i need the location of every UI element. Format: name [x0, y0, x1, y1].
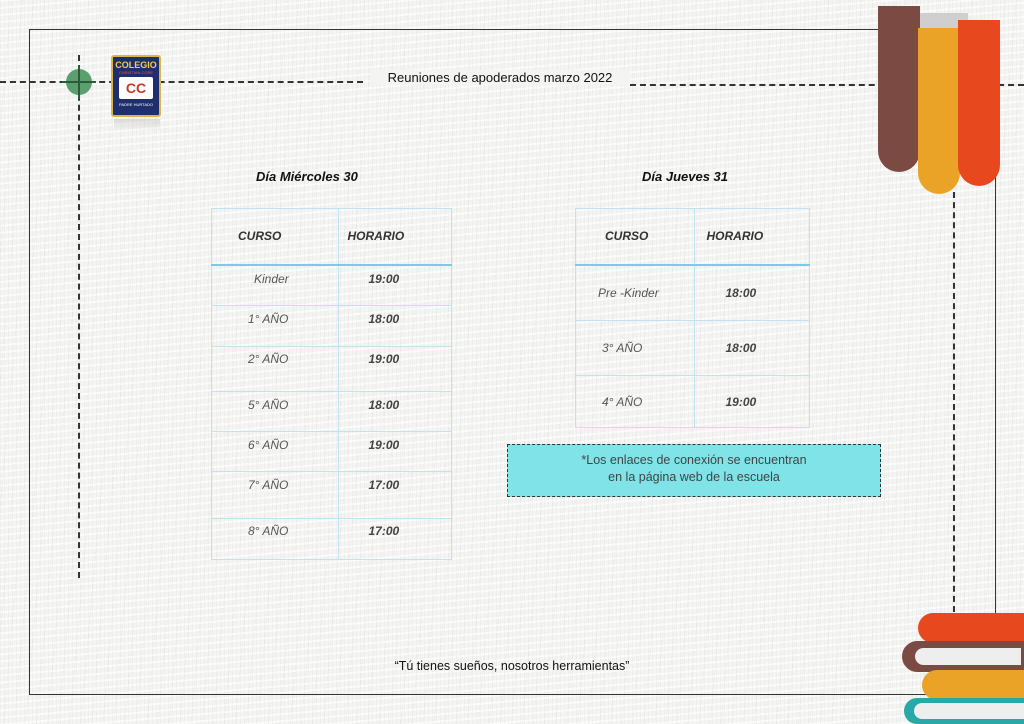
- school-logo: [111, 55, 161, 117]
- dashed-guide-left: [0, 81, 363, 83]
- cell-horario: 18:00: [695, 321, 810, 376]
- day-title-jueves: Día Jueves 31: [642, 169, 729, 184]
- cell-curso: 1° AÑO: [212, 306, 339, 347]
- page-frame: [29, 29, 996, 695]
- cell-curso: Kinder: [212, 265, 339, 306]
- table-row: [212, 519, 452, 560]
- cell-curso: 6° AÑO: [212, 432, 339, 472]
- column-header-curso: CURSO: [576, 209, 695, 265]
- cell-horario: 18:00: [695, 265, 810, 321]
- table-row: [212, 472, 452, 519]
- cell-horario: 17:00: [339, 519, 452, 560]
- cell-curso: 3° AÑO: [576, 321, 695, 376]
- book-orange-icon: [958, 20, 1000, 186]
- table-row: [212, 392, 452, 432]
- cell-horario: 18:00: [339, 306, 452, 347]
- cell-curso: 2° AÑO: [212, 347, 339, 392]
- footer-slogan: “Tú tienes sueños, nosotros herramientas”: [394, 659, 630, 673]
- cell-horario: 19:00: [339, 265, 452, 306]
- book-stack-yellow-icon: [922, 670, 1024, 700]
- cell-curso: 7° AÑO: [212, 472, 339, 519]
- book-stack-brown-icon: [902, 641, 1024, 672]
- table-row: [576, 265, 810, 321]
- table-row: [576, 376, 810, 428]
- cell-curso: 8° AÑO: [212, 519, 339, 560]
- table-header-row: [212, 209, 452, 265]
- cell-horario: 17:00: [339, 472, 452, 519]
- schedule-table-jueves: [575, 208, 810, 428]
- cell-horario: 19:00: [339, 432, 452, 472]
- cell-curso: Pre -Kinder: [576, 265, 695, 321]
- table-row: [212, 306, 452, 347]
- table-row: [212, 265, 452, 306]
- cell-horario: 19:00: [695, 376, 810, 428]
- day-title-miercoles: Día Miércoles 30: [256, 169, 358, 184]
- logo-line2: CHRISTIAN CORE: [118, 70, 154, 75]
- page-title: Reuniones de apoderados marzo 2022: [370, 70, 630, 85]
- dashed-guide-vertical-left: [78, 55, 80, 578]
- book-stack-teal-icon: [904, 698, 1024, 724]
- table-header-row: [576, 209, 810, 265]
- logo-emblem: CC: [119, 77, 153, 99]
- table-row: [212, 432, 452, 472]
- crosshair-icon: [66, 69, 92, 95]
- dashed-guide-vertical-right: [953, 192, 955, 612]
- column-header-horario: HORARIO: [695, 209, 810, 265]
- table-row: [576, 321, 810, 376]
- table-row: [212, 347, 452, 392]
- logo-line3: PADRE HURTADO: [118, 102, 153, 107]
- book-stack-orange-icon: [918, 613, 1024, 643]
- cell-horario: 19:00: [339, 347, 452, 392]
- note-line1: *Los enlaces de conexión se encuentran: [581, 453, 807, 467]
- schedule-table-miercoles: [211, 208, 452, 560]
- logo-line1: COLEGIO: [115, 60, 157, 70]
- cell-curso: 4° AÑO: [576, 376, 695, 428]
- note-line2: en la página web de la escuela: [608, 470, 780, 484]
- cell-horario: 18:00: [339, 392, 452, 432]
- book-yellow-icon: [918, 28, 960, 194]
- logo-shadow: [114, 119, 160, 131]
- column-header-curso: CURSO: [212, 209, 339, 265]
- connection-note: [507, 444, 881, 497]
- column-header-horario: HORARIO: [339, 209, 452, 265]
- book-brown-icon: [878, 6, 920, 172]
- cell-curso: 5° AÑO: [212, 392, 339, 432]
